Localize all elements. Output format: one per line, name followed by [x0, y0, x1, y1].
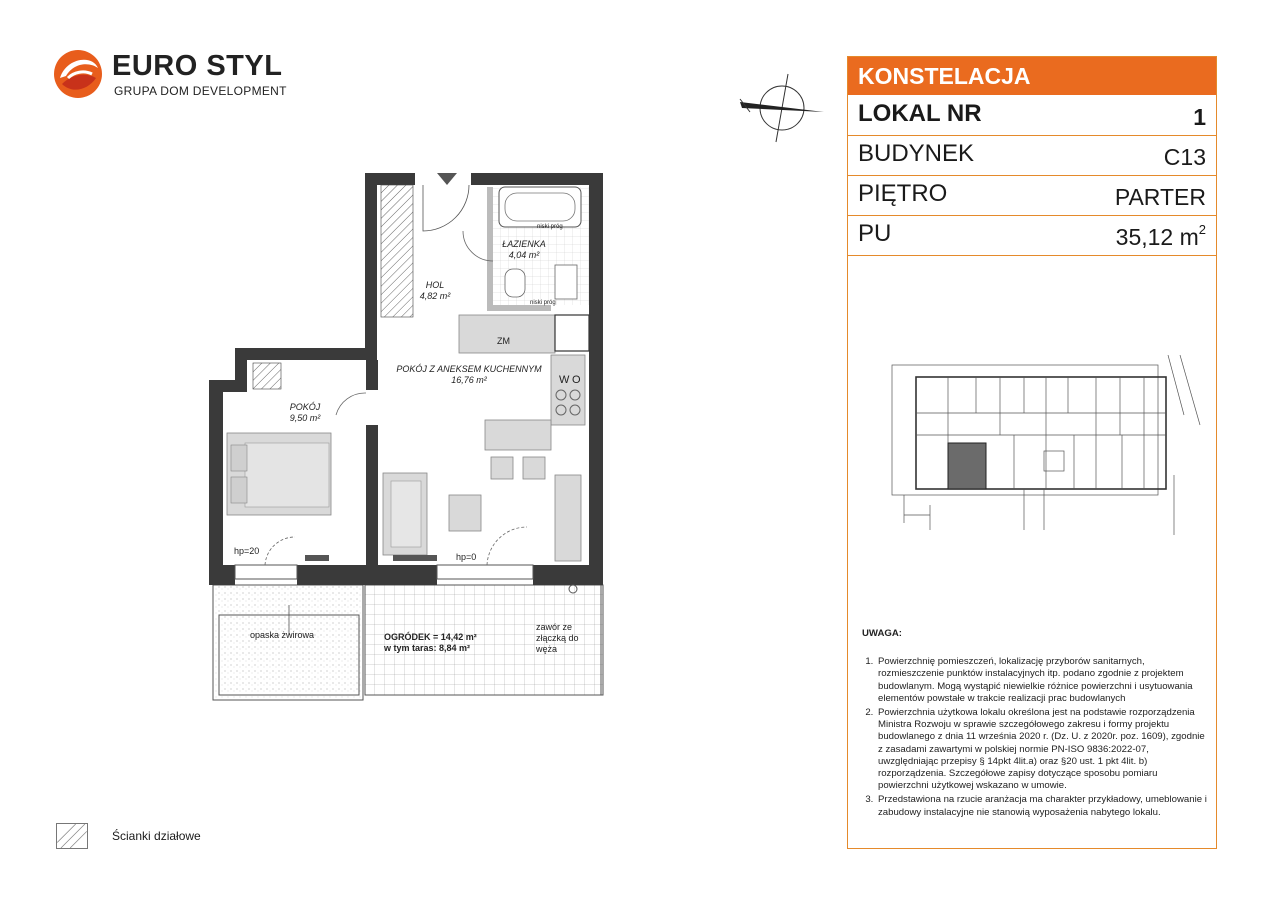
room-lazienka-label: ŁAZIENKA 4,04 m² — [502, 239, 546, 260]
row-lokal — [848, 96, 1216, 136]
note-item: 2. Powierzchnia użytkowa lokalu określona jest na podstawie rozporządzenia Ministra Rozwoju w sprawie szczegółowego zakresu i formy projektu budowlanego z dnia 11 września 2020 r. (Dz. U. z 2020r. poz. 1609), zgodnie z zasadami zawartymi w polskiej normie PN-ISO 9836:2022-07, uwzględniając przepisy § 14pkt 4lit.a) oraz §20 ust. 1 pkt 4lit. b) rozporządzenia. Szczegółowe zapisy dotyczące sposobu pomiaru powierzchni użytkowej wskazano w umowie. — [876, 707, 1207, 792]
w-label: W — [559, 374, 570, 386]
budynek-value: C13 — [1163, 144, 1206, 170]
pu-value: 35,12 $m^2$ — [1115, 222, 1206, 250]
o-label: O — [572, 374, 581, 386]
lokal-label: LOKAL NR — [858, 100, 982, 127]
brand-subtitle: GRUPA DOM DEVELOPMENT — [114, 84, 287, 98]
budynek-label: BUDYNEK — [858, 140, 975, 167]
pu-label: PU — [858, 220, 892, 247]
row-pietro — [848, 176, 1216, 216]
note-item: 3. Przedstawiona na rzucie aranżacja ma charakter przykładowy, umeblowanie i zabudowy instalacyjne nie stanowią wyposażenia nabytego lokalu. — [876, 794, 1207, 818]
row-pu — [848, 216, 1216, 256]
legend-label: Ścianki działowe — [112, 829, 201, 843]
logo-mark-icon — [52, 48, 104, 100]
room-hol-label: HOL 4,82 m² — [419, 280, 451, 301]
niski-prog-2: niski próg — [530, 300, 556, 306]
valve-label: zawór ze złączką do węża — [536, 622, 579, 654]
room-kitchen-label: POKÓJ Z ANEKSEM KUCHENNYM 16,76 m² — [396, 364, 542, 385]
brand-name: EURO STYL — [112, 50, 283, 82]
row-budynek — [848, 136, 1216, 176]
zm-label: ZM — [497, 336, 510, 346]
key-plan — [884, 355, 1206, 535]
garden-area: OGRÓDEK = 14,42 m² w tym taras: 8,84 m² — [384, 632, 477, 653]
project-title: KONSTELACJA — [848, 57, 1216, 95]
gravel-label: opaska żwirowa — [250, 630, 315, 640]
notes — [862, 628, 1207, 821]
notes-heading: UWAGA: — [862, 628, 902, 639]
partition-wall-legend-icon — [56, 823, 88, 849]
room-pokoj-label: POKÓJ 9,50 m² — [289, 402, 321, 423]
compass-icon — [736, 72, 828, 144]
hp-left-label: hp=20 — [234, 546, 260, 556]
pietro-value: PARTER — [1114, 184, 1206, 210]
hp-right-label: hp=0 — [456, 552, 477, 562]
note-item: 1. Powierzchnię pomieszczeń, lokalizację przyborów sanitarnych, rozmieszczenie punktów instalacyjnych itp. podano zgodnie z projektem budowlanym. Mogą wystąpić niewielkie różnice powierzchni i usytuowania elementów powstałe w trakcie realizacji prac budowlanych — [876, 656, 1207, 705]
pietro-label: PIĘTRO — [858, 180, 948, 207]
niski-prog-1: niski próg — [537, 224, 563, 230]
lokal-value: 1 — [1193, 104, 1206, 130]
